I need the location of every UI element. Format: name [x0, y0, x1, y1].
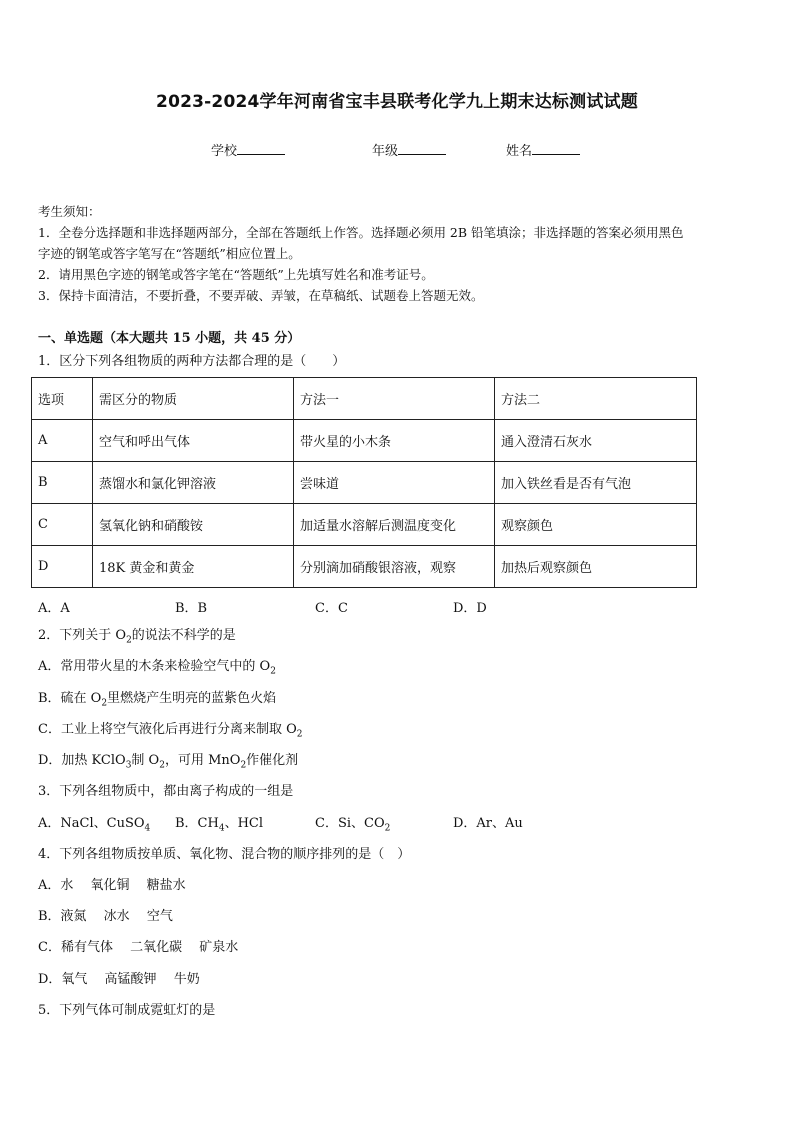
- table-cell: 加热后观察颜色: [495, 546, 697, 588]
- table-cell: 蒸馏水和氯化钾溶液: [93, 462, 294, 504]
- school-blank[interactable]: [237, 142, 285, 155]
- notice-item-1: 1．全卷分选择题和非选择题两部分，全部在答题纸上作答。选择题必须用 2B 铅笔填涂；非选择题的答案必须用黑色: [38, 225, 684, 240]
- grade-label: 年级: [372, 144, 399, 159]
- table-cell: B: [32, 462, 93, 504]
- table-cell: 加适量水溶解后测温度变化: [294, 504, 495, 546]
- name-field[interactable]: [506, 140, 580, 159]
- q3-choice-c[interactable]: C．Si、$CO_2$: [315, 816, 391, 834]
- notice-header: 考生须知：: [38, 204, 101, 219]
- name-label: 姓名: [506, 144, 533, 159]
- q3-choice-a[interactable]: A．NaCl、CuSO$_4$: [38, 816, 151, 834]
- q4-stem: 4．下列各组物质按单质、氧化物、混合物的顺序排列的是（ ）: [38, 847, 411, 862]
- table-cell: D: [32, 546, 93, 588]
- table-row: [32, 462, 697, 504]
- name-blank[interactable]: [532, 142, 580, 155]
- table-header: 方法一: [294, 378, 495, 420]
- q4-option-d[interactable]: D．氧气 高锰酸钾 牛奶: [38, 972, 200, 987]
- q4-option-a[interactable]: A．水 氧化铜 糖盐水: [38, 878, 186, 893]
- notice-item-2: 2．请用黑色字迹的钢笔或答字笔在“答题纸”上先填写姓名和准考证号。: [38, 267, 434, 282]
- table-cell: 尝味道: [294, 462, 495, 504]
- section-heading: 一、单选题（本大题共 15 小题，共 45 分）: [38, 331, 301, 346]
- table-cell: 观察颜色: [495, 504, 697, 546]
- q4-option-c[interactable]: C．稀有气体 二氧化碳 矿泉水: [38, 940, 239, 955]
- table-row: [32, 546, 697, 588]
- table-cell: C: [32, 504, 93, 546]
- q1-choice-d[interactable]: D．D: [453, 601, 487, 616]
- grade-field[interactable]: [372, 140, 446, 159]
- q1-choice-b[interactable]: B．B: [175, 601, 208, 616]
- q3-choice-b[interactable]: B．$CH_4$、HCl: [175, 816, 264, 834]
- grade-blank[interactable]: [398, 142, 446, 155]
- table-cell: 带火星的小木条: [294, 420, 495, 462]
- q1-table: [31, 377, 697, 588]
- q1-choice-a[interactable]: A．A: [38, 601, 70, 616]
- table-cell: 分别滴加硝酸银溶液，观察: [294, 546, 495, 588]
- table-cell: 18K 黄金和黄金: [93, 546, 294, 588]
- table-row: [32, 420, 697, 462]
- table-header: 需区分的物质: [93, 378, 294, 420]
- notice-item-1-cont: 字迹的钢笔或答字笔写在“答题纸”相应位置上。: [38, 246, 301, 261]
- table-header: 方法二: [495, 378, 697, 420]
- page-title: 2023-2024学年河南省宝丰县联考化学九上期末达标测试试题: [156, 92, 638, 112]
- table-header: 选项: [32, 378, 93, 420]
- table-cell: 氢氧化钠和硝酸铵: [93, 504, 294, 546]
- table-cell: A: [32, 420, 93, 462]
- q5-stem: 5．下列气体可制成霓虹灯的是: [38, 1003, 216, 1018]
- notice-item-3: 3．保持卡面清洁，不要折叠，不要弄破、弄皱，在草稿纸、试题卷上答题无效。: [38, 288, 484, 303]
- table-header-row: [32, 378, 697, 420]
- q4-option-b[interactable]: B．液氮 冰水 空气: [38, 909, 173, 924]
- q3-stem: 3．下列各组物质中，都由离子构成的一组是: [38, 784, 294, 799]
- q2-option-d[interactable]: D．加热 KClO$_3$制 $O_2$，可用 MnO$_2$作催化剂: [38, 753, 299, 771]
- school-label: 学校: [211, 144, 238, 159]
- q2-stem: 2．下列关于 $O_2$的说法不科学的是: [38, 628, 236, 646]
- q2-option-c[interactable]: C．工业上将空气液化后再进行分离来制取 $O_2$: [38, 722, 303, 740]
- table-cell: 通入澄清石灰水: [495, 420, 697, 462]
- q2-option-a[interactable]: A．常用带火星的木条来检验空气中的 $O_2$: [38, 659, 276, 677]
- table-row: [32, 504, 697, 546]
- q1-choice-c[interactable]: C．C: [315, 601, 348, 616]
- school-field[interactable]: [211, 140, 285, 159]
- q1-stem: 1．区分下列各组物质的两种方法都合理的是（ ）: [38, 354, 346, 369]
- table-cell: 加入铁丝看是否有气泡: [495, 462, 697, 504]
- table-cell: 空气和呼出气体: [93, 420, 294, 462]
- q2-option-b[interactable]: B．硫在 $O_2$里燃烧产生明亮的蓝紫色火焰: [38, 691, 277, 709]
- q3-choice-d[interactable]: D．Ar、Au: [453, 816, 523, 831]
